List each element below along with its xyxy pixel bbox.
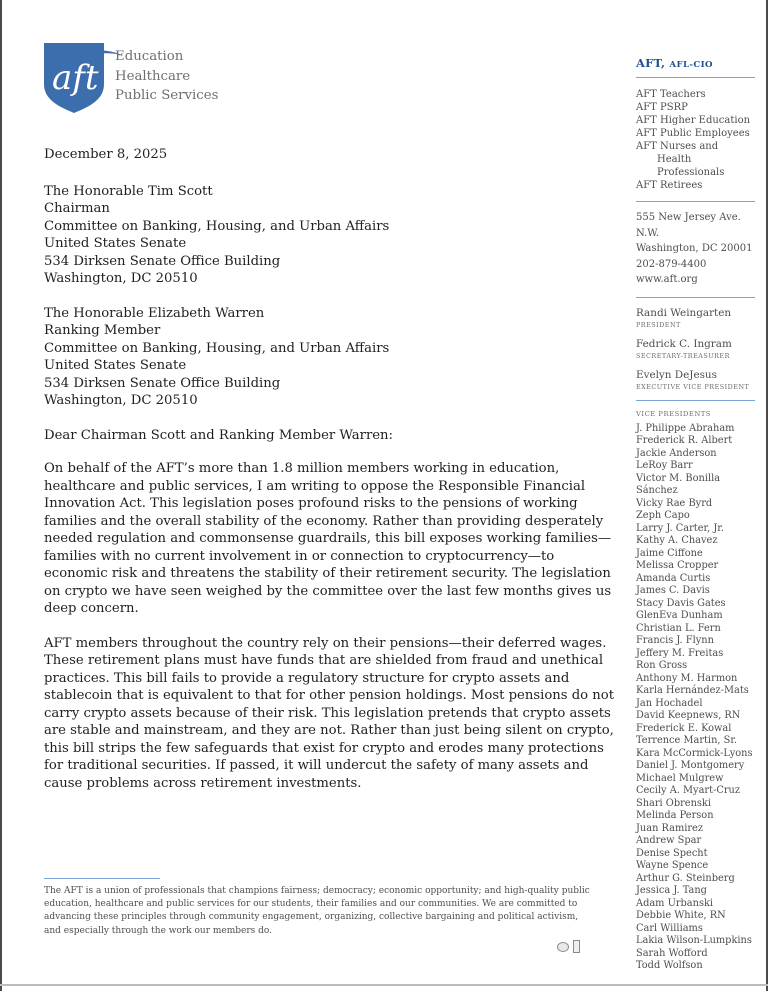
affiliate-item: AFT Higher Education	[636, 115, 751, 126]
vice-president-name: Michael Mulgrew	[636, 772, 724, 784]
tagline-line: Public Services	[115, 88, 219, 104]
contact-line: Washington, DC 20001	[636, 243, 753, 255]
address-line: 534 Dirksen Senate Office Building	[44, 253, 281, 269]
vice-president-name: Victor M. Bonilla Sánchez	[636, 472, 721, 497]
org-title	[636, 56, 755, 70]
officer	[636, 369, 755, 391]
address-line: Committee on Banking, Housing, and Urban Affairs	[44, 340, 390, 356]
vice-president-name: GlenEva Dunham	[636, 610, 723, 622]
page-edge-left	[0, 0, 2, 991]
affiliate-item: AFT Public Employees	[636, 128, 750, 139]
vice-president-name: Jaime Ciffone	[636, 547, 703, 559]
vice-president-name: Melinda Person	[636, 810, 714, 822]
officer-title: EXECUTIVE VICE PRESIDENT	[636, 382, 750, 391]
org-title-sub: AFL-CIO	[669, 60, 713, 70]
address-line: Chairman	[44, 201, 110, 216]
vice-president-name: Francis J. Flynn	[636, 635, 714, 647]
address-line: Ranking Member	[44, 323, 161, 338]
vice-president-name: J. Philippe Abraham	[636, 422, 735, 434]
address-line: Washington, DC 20510	[44, 271, 198, 286]
vice-president-name: Jeffery M. Freitas	[636, 647, 724, 659]
vice-president-list	[636, 423, 755, 973]
vice-president-name: Lakia Wilson-Lumpkins	[636, 935, 752, 947]
vice-president-name: Juan Ramirez	[636, 822, 704, 834]
officer	[636, 338, 755, 360]
vice-president-name: James C. Davis	[636, 585, 710, 597]
vice-president-name: Todd Wolfson	[636, 960, 703, 972]
vice-president-name: Amanda Curtis	[636, 572, 711, 584]
union-bug-icon	[557, 942, 569, 952]
vice-president-name: Carl Williams	[636, 922, 703, 934]
vice-president-name: LeRoy Barr	[636, 460, 693, 472]
vice-president-name: David Keepnews, RN	[636, 710, 741, 722]
vice-president-name: Shari Obrenski	[636, 797, 711, 809]
contact-line: www.aft.org	[636, 274, 698, 286]
officer-name: Evelyn DeJesus	[636, 368, 717, 381]
affiliate-item: AFT Retirees	[636, 180, 703, 191]
letter-paragraph: AFT members throughout the country rely on their pensions—their deferred wages. These retirement plans must have funds that are shielded from fraud and unethical practices. This bill fails to provide a regulatory structure for crypto assets and stablecoin that is equivalent to that for other pension holdings. Most pensions do not carry crypto assets because of their risk. This legislation pretends that crypto assets are stable and mainstream, and they are not. Rather than just being silent on crypto, this bill strips the few safeguards that exist for crypto and erodes many protections for traditional securities. If passed, it will undercut the safety of many assets and cause problems across retirement investments.	[44, 635, 615, 791]
officer-title: SECRETARY-TREASURER	[636, 351, 730, 360]
org-title-main: AFT,	[636, 56, 666, 70]
vice-president-name: Karla Hernández-Mats	[636, 685, 749, 697]
affiliate-item: AFT Teachers	[636, 89, 706, 100]
vice-president-name: Ron Gross	[636, 660, 688, 672]
vice-president-name: Arthur G. Steinberg	[636, 872, 735, 884]
officer	[636, 307, 755, 329]
recipient-address-warren	[44, 305, 616, 410]
vice-president-name: Melissa Cropper	[636, 560, 719, 572]
letterhead-sidebar	[636, 56, 755, 973]
vice-president-name: Jessica J. Tang	[636, 885, 707, 897]
vice-president-name: Larry J. Carter, Jr.	[636, 522, 724, 534]
address-line: United States Senate	[44, 358, 187, 373]
vice-president-name: Christian L. Fern	[636, 622, 721, 634]
union-bugs	[557, 940, 580, 953]
vice-president-name: Debbie White, RN	[636, 910, 726, 922]
letter-body	[44, 146, 616, 792]
sidebar-rule	[636, 297, 755, 298]
address-line: 534 Dirksen Senate Office Building	[44, 375, 281, 391]
aft-logo-script: aft	[52, 58, 99, 98]
address-line: The Honorable Elizabeth Warren	[44, 305, 265, 321]
union-bug-icon	[573, 940, 580, 953]
mission-statement: The AFT is a union of professionals that champions fairness; democracy; economic opportunity; and high-quality public education, healthcare and public services for our students, their families and our communities. We are committed to advancing these principles through community engagement, organizing, collective bargaining and political activism, and especially through the work our members do.	[44, 886, 590, 936]
officer-name: Fedrick C. Ingram	[636, 337, 732, 350]
sidebar-rule	[636, 400, 755, 401]
vice-president-name: Adam Urbanski	[636, 897, 714, 909]
vice-president-name: Zeph Capo	[636, 510, 690, 522]
footer	[44, 878, 600, 938]
contact-line: 202-879-4400	[636, 258, 707, 270]
vice-president-name: Vicky Rae Byrd	[636, 497, 713, 509]
officer-title: PRESIDENT	[636, 320, 681, 329]
recipient-address-scott	[44, 183, 616, 288]
vice-president-name: Andrew Spar	[636, 835, 702, 847]
vice-president-name: Anthony M. Harmon	[636, 672, 738, 684]
sidebar-rule	[636, 201, 755, 202]
contact-block	[636, 210, 755, 288]
tagline-line: Education	[115, 49, 184, 64]
salutation: Dear Chairman Scott and Ranking Member Warren:	[44, 427, 393, 443]
officer-name: Randi Weingarten	[636, 306, 732, 319]
vice-president-name: Sarah Wofford	[636, 947, 708, 959]
vice-president-name: Denise Specht	[636, 847, 708, 859]
vice-president-name: Frederick R. Albert	[636, 435, 733, 447]
affiliate-item: AFT PSRP	[636, 102, 688, 113]
vice-president-name: Jan Hochadel	[636, 697, 703, 709]
address-line: Washington, DC 20510	[44, 393, 198, 408]
page-edge-bottom	[0, 984, 768, 986]
vice-president-name: Daniel J. Montgomery	[636, 760, 745, 772]
aft-logo	[43, 42, 123, 114]
address-line: United States Senate	[44, 236, 187, 251]
address-line: Committee on Banking, Housing, and Urban Affairs	[44, 218, 390, 234]
contact-line: 555 New Jersey Ave. N.W.	[636, 212, 741, 239]
vice-presidents-heading: VICE PRESIDENTS	[636, 409, 711, 418]
letter-paragraphs	[44, 460, 616, 792]
logo-tagline	[115, 47, 218, 106]
footer-rule	[44, 878, 160, 879]
vice-president-name: Kara McCormick-Lyons	[636, 747, 753, 759]
affiliate-list	[636, 88, 755, 192]
address-line: The Honorable Tim Scott	[44, 183, 213, 199]
officer-list	[636, 307, 755, 391]
vice-president-name: Wayne Spence	[636, 860, 709, 872]
letter-date: December 8, 2025	[44, 147, 168, 162]
vice-president-name: Frederick E. Kowal	[636, 722, 732, 734]
vice-president-name: Stacy Davis Gates	[636, 597, 726, 609]
affiliate-item: AFT Nurses and Health Professionals	[636, 141, 725, 178]
vice-president-name: Kathy A. Chavez	[636, 535, 718, 547]
tagline-line: Healthcare	[115, 68, 191, 84]
aft-shield-icon	[43, 42, 123, 114]
sidebar-rule	[636, 77, 755, 78]
letter-paragraph: On behalf of the AFT’s more than 1.8 million members working in education, healthcare and public services, I am writing to oppose the Responsible Financial Innovation Act. This legislation poses profound risks to the pensions of working families and the overall stability of the economy. Rather than providing desperately needed regulation and commonsense guardrails, this bill exposes working families—families with no current involvement in or connection to cryptocurrency—to economic risk and threatens the stability of their retirement security. The legislation on crypto we have seen weighed by the committee over the last few months gives us deep concern.	[44, 461, 612, 616]
vice-president-name: Jackie Anderson	[636, 447, 717, 459]
vice-president-name: Cecily A. Myart-Cruz	[636, 785, 740, 797]
vice-president-name: Terrence Martin, Sr.	[636, 735, 738, 747]
